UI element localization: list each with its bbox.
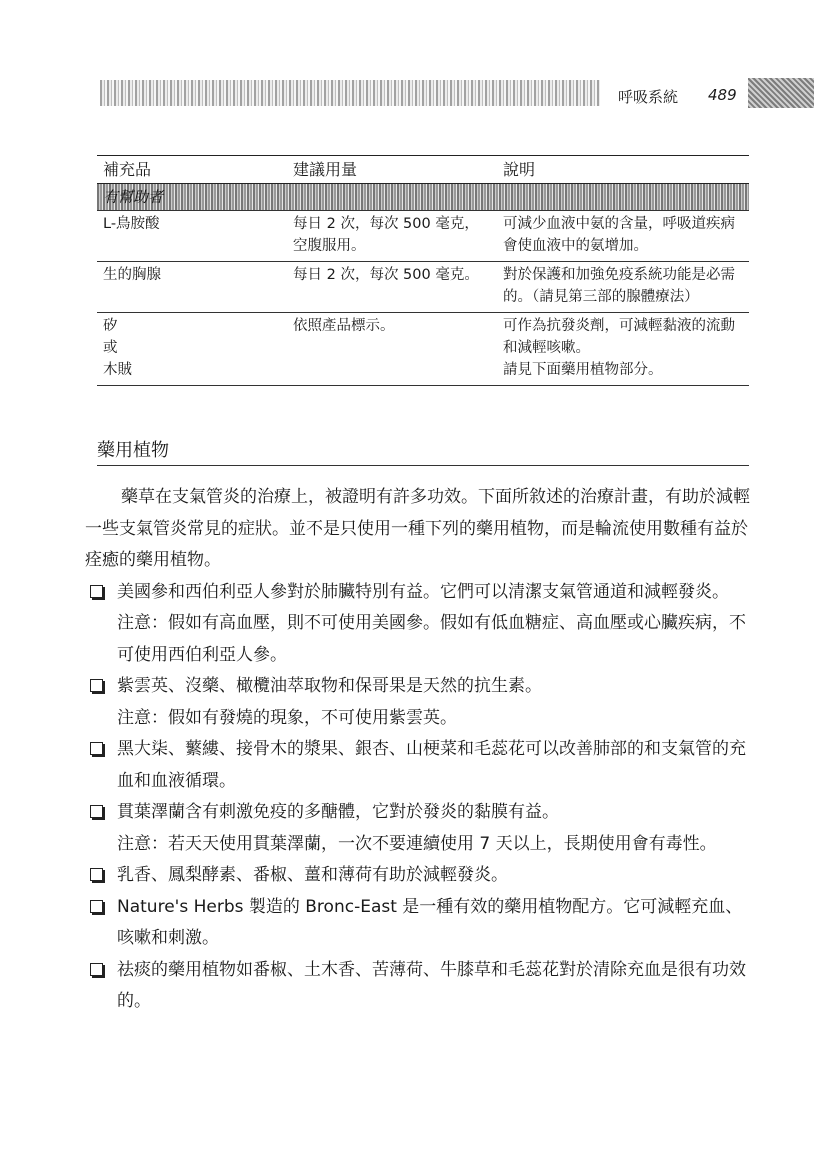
checkbox-bullet-icon	[90, 679, 103, 692]
checkbox-bullet-icon	[90, 963, 103, 976]
checkbox-bullet-icon	[90, 742, 103, 755]
list-item	[85, 797, 750, 829]
section-body	[85, 482, 750, 1018]
list-item	[85, 577, 750, 609]
intro-paragraph: 藥草在支氣管炎的治療上，被證明有許多功效。下面所敘述的治療計畫，有助於減輕一些支氣管炎常見的症狀。並不是只使用一種下列的藥用植物，而是輪流使用數種有益於痊癒的藥用植物。	[85, 487, 750, 570]
column-header-supplement: 補充品	[97, 156, 287, 184]
section-divider	[97, 465, 749, 466]
checkbox-bullet-icon	[90, 805, 103, 818]
table-row	[97, 211, 749, 262]
supplements-table	[97, 155, 749, 386]
supplement-comment: 對於保護和加強免疫系統功能是必需的。（請見第三部的腺體療法）	[497, 262, 749, 313]
list-item	[85, 860, 750, 892]
list-item	[85, 955, 750, 1018]
supplement-name: 生的胸腺	[97, 262, 287, 313]
list-item-text: Nature's Herbs 製造的 Bronc-East 是一種有效的藥用植物配方。它可減輕充血、咳嗽和刺激。	[117, 896, 743, 948]
section-heading: 藥用植物	[97, 440, 169, 461]
supplement-name-part: 矽	[103, 318, 118, 334]
supplement-dosage: 每日 2 次，每次 500 毫克，空腹服用。	[287, 211, 497, 262]
table-row	[97, 313, 749, 386]
checkbox-bullet-icon	[90, 900, 103, 913]
list-item-text: 乳香、鳳梨酵素、番椒、薑和薄荷有助於減輕發炎。	[117, 865, 508, 885]
section-label: 有幫助者	[97, 184, 749, 211]
caution-note: 注意：若天天使用貫葉澤蘭，一次不要連續使用 7 天以上，長期使用會有毒性。	[117, 833, 717, 854]
list-item-text: 黑大柒、蘩縷、接骨木的漿果、銀杏、山梗菜和毛蕊花可以改善肺部的和支氣管的充血和血液循環。	[117, 739, 746, 791]
list-item-text: 紫雲英、沒藥、橄欖油萃取物和保哥果是天然的抗生素。	[117, 676, 542, 696]
table-section-row	[97, 184, 749, 211]
running-header-title: 呼吸系統	[618, 88, 679, 106]
supplement-name	[97, 313, 287, 386]
supplement-comment-part: 可作為抗發炎劑，可減輕黏液的流動和減輕咳嗽。	[503, 318, 735, 356]
table-header-row	[97, 156, 749, 184]
header-decoration	[100, 80, 600, 106]
supplement-comment	[497, 313, 749, 386]
list-item-text: 貫葉澤蘭含有刺激免疫的多醣體，它對於發炎的黏膜有益。	[117, 802, 559, 822]
supplement-name-part: 或	[103, 340, 118, 356]
list-item-text: 祛痰的藥用植物如番椒、土木香、苦薄荷、牛膝草和毛蕊花對於清除充血是很有功效的。	[117, 959, 746, 1011]
supplement-name: L-鳥胺酸	[97, 211, 287, 262]
list-item-text: 美國參和西伯利亞人參對於肺臟特別有益。它們可以清潔支氣管通道和減輕發炎。	[117, 581, 729, 602]
page-number: 489	[708, 86, 737, 104]
column-header-dosage: 建議用量	[287, 156, 497, 184]
column-header-comments: 說明	[497, 156, 749, 184]
header-tab-decoration	[748, 78, 814, 108]
supplement-dosage: 依照產品標示。	[287, 313, 497, 386]
list-item	[85, 892, 750, 955]
supplement-comment-part: 請見下面藥用植物部分。	[503, 362, 663, 378]
checkbox-bullet-icon	[90, 868, 103, 881]
supplement-name-part: 木賊	[103, 362, 132, 378]
table-row	[97, 262, 749, 313]
caution-note: 注意：假如有發燒的現象，不可使用紫雲英。	[117, 707, 457, 728]
checkbox-bullet-icon	[90, 585, 103, 598]
supplement-comment: 可減少血液中氨的含量，呼吸道疾病會使血液中的氨增加。	[497, 211, 749, 262]
list-item	[85, 671, 750, 703]
supplement-dosage: 每日 2 次，每次 500 毫克。	[287, 262, 497, 313]
list-item	[85, 734, 750, 797]
caution-note: 注意：假如有高血壓，則不可使用美國參。假如有低血糖症、高血壓或心臟疾病，不可使用西伯利亞人參。	[117, 613, 746, 665]
